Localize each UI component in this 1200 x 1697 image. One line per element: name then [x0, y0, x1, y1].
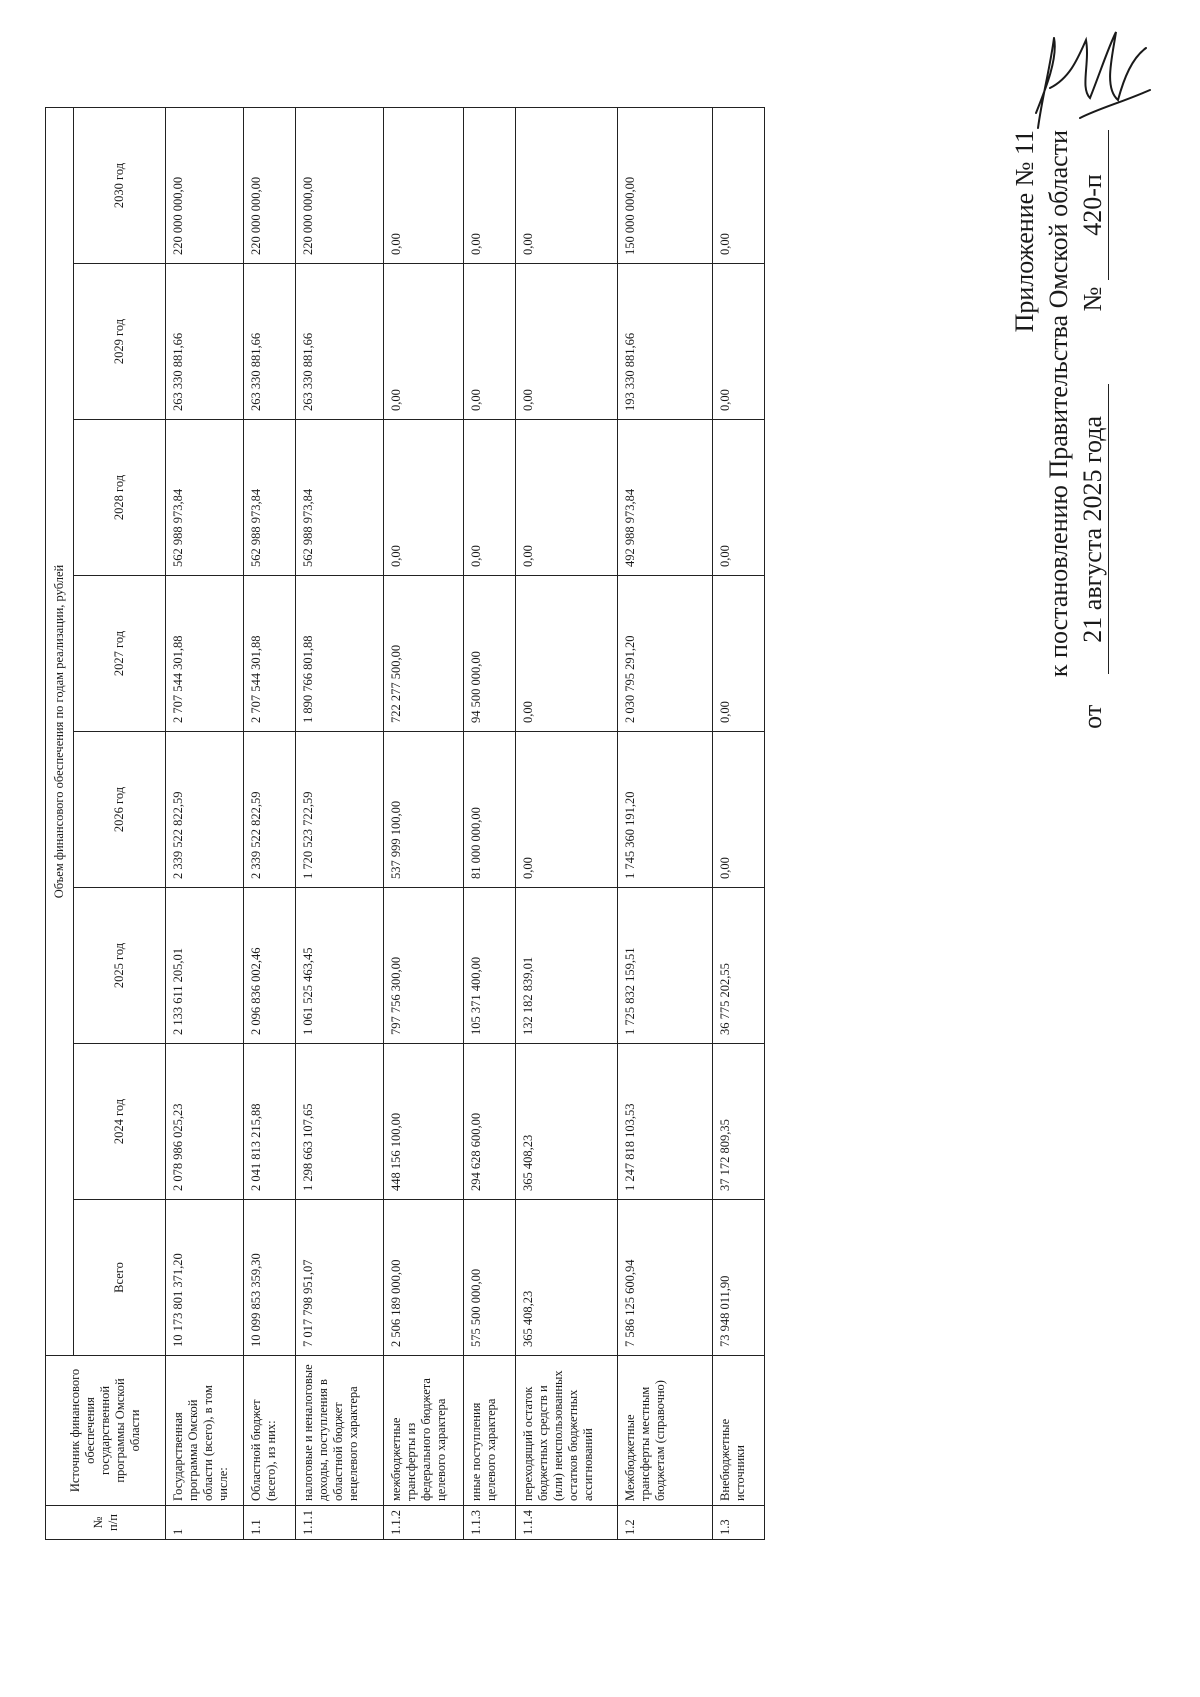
cell-value: 220 000 000,00 — [296, 108, 384, 264]
decree-date: 21 августа 2025 года — [1078, 384, 1109, 674]
cell-value: 2 707 544 301,88 — [244, 576, 296, 732]
cell-value: 2 506 189 000,00 — [384, 1200, 464, 1356]
table-row — [464, 108, 516, 1540]
document-header — [1010, 100, 1150, 1540]
cell-value: 220 000 000,00 — [166, 108, 244, 264]
row-source: переходящий остаток бюджетных средств и (или) неиспользованных остатков бюджетных ассигнований — [516, 1356, 618, 1506]
cell-value: 575 500 000,00 — [464, 1200, 516, 1356]
table-row — [618, 108, 713, 1540]
cell-value: 365 408,23 — [516, 1044, 618, 1200]
cell-value: 562 988 973,84 — [244, 420, 296, 576]
cell-value: 2 339 522 822,59 — [244, 732, 296, 888]
cell-value: 2 707 544 301,88 — [166, 576, 244, 732]
rotated-document-page — [0, 90, 1160, 1620]
cell-value: 0,00 — [384, 420, 464, 576]
cell-value: 0,00 — [516, 732, 618, 888]
cell-value: 1 725 832 159,51 — [618, 888, 713, 1044]
financing-table — [45, 107, 765, 1540]
cell-value: 1 890 766 801,88 — [296, 576, 384, 732]
year-header: 2027 год — [74, 576, 166, 732]
cell-value: 73 948 011,90 — [713, 1200, 765, 1356]
cell-value: 132 182 839,01 — [516, 888, 618, 1044]
cell-value: 722 277 500,00 — [384, 576, 464, 732]
cell-value: 0,00 — [464, 108, 516, 264]
cell-value: 220 000 000,00 — [244, 108, 296, 264]
row-num: 1.1.1 — [296, 1506, 384, 1540]
row-source: Областной бюджет (всего), из них: — [244, 1356, 296, 1506]
cell-value: 0,00 — [713, 264, 765, 420]
year-header: 2029 год — [74, 264, 166, 420]
cell-value: 0,00 — [713, 576, 765, 732]
table-row — [713, 108, 765, 1540]
row-source: Государственная программа Омской области (всего), в том числе: — [166, 1356, 244, 1506]
cell-value: 1 745 360 191,20 — [618, 732, 713, 888]
row-num: 1 — [166, 1506, 244, 1540]
cell-value: 94 500 000,00 — [464, 576, 516, 732]
row-num: 1.2 — [618, 1506, 713, 1540]
cell-value: 2 133 611 205,01 — [166, 888, 244, 1044]
cell-value: 0,00 — [516, 264, 618, 420]
cell-value: 2 339 522 822,59 — [166, 732, 244, 888]
cell-value: 36 775 202,55 — [713, 888, 765, 1044]
cell-value: 150 000 000,00 — [618, 108, 713, 264]
table-row — [244, 108, 296, 1540]
decree-number: 420-п — [1078, 130, 1109, 280]
year-header: 2025 год — [74, 888, 166, 1044]
cell-value: 2 078 986 025,23 — [166, 1044, 244, 1200]
cell-value: 7 017 798 951,07 — [296, 1200, 384, 1356]
decree-reference: к постановлению Правительства Омской области — [1044, 130, 1073, 678]
cell-value: 1 061 525 463,45 — [296, 888, 384, 1044]
table-row — [296, 108, 384, 1540]
year-header: 2024 год — [74, 1044, 166, 1200]
cell-value: 263 330 881,66 — [296, 264, 384, 420]
row-num: 1.3 — [713, 1506, 765, 1540]
row-source: Внебюджетные источники — [713, 1356, 765, 1506]
col-header-num: № п/п — [46, 1506, 166, 1540]
cell-value: 294 628 600,00 — [464, 1044, 516, 1200]
cell-value: 1 247 818 103,53 — [618, 1044, 713, 1200]
cell-value: 797 756 300,00 — [384, 888, 464, 1044]
cell-value: 0,00 — [464, 420, 516, 576]
cell-value: 81 000 000,00 — [464, 732, 516, 888]
handwritten-signature-icon — [1020, 18, 1160, 138]
from-label: от — [1078, 704, 1107, 729]
row-num: 1.1.4 — [516, 1506, 618, 1540]
decree-date-line — [1078, 130, 1109, 729]
year-header: 2026 год — [74, 732, 166, 888]
table-row — [384, 108, 464, 1540]
cell-value: 562 988 973,84 — [166, 420, 244, 576]
table-row — [516, 108, 618, 1540]
cell-value: 2 030 795 291,20 — [618, 576, 713, 732]
cell-value: 263 330 881,66 — [244, 264, 296, 420]
table-row — [166, 108, 244, 1540]
col-header-source: Источник финансового обеспечения государственной программы Омской области — [46, 1356, 166, 1506]
cell-value: 0,00 — [464, 264, 516, 420]
cell-value: 448 156 100,00 — [384, 1044, 464, 1200]
row-source: налоговые и неналоговые доходы, поступления в областной бюджет нецелевого характера — [296, 1356, 384, 1506]
row-source: межбюджетные трансферты из федерального бюджета целевого характера — [384, 1356, 464, 1506]
cell-value: 0,00 — [516, 420, 618, 576]
cell-value: 2 041 813 215,88 — [244, 1044, 296, 1200]
row-source: иные поступления целевого характера — [464, 1356, 516, 1506]
col-header-volume: Объем финансового обеспечения по годам реализации, рублей — [46, 108, 74, 1356]
cell-value: 1 298 663 107,65 — [296, 1044, 384, 1200]
cell-value: 10 099 853 359,30 — [244, 1200, 296, 1356]
cell-value: 0,00 — [713, 420, 765, 576]
cell-value: 7 586 125 600,94 — [618, 1200, 713, 1356]
cell-value: 0,00 — [384, 108, 464, 264]
cell-value: 37 172 809,35 — [713, 1044, 765, 1200]
cell-value: 2 096 836 002,46 — [244, 888, 296, 1044]
cell-value: 562 988 973,84 — [296, 420, 384, 576]
cell-value: 263 330 881,66 — [166, 264, 244, 420]
number-label: № — [1078, 286, 1107, 312]
row-num: 1.1 — [244, 1506, 296, 1540]
cell-value: 0,00 — [516, 576, 618, 732]
cell-value: 105 371 400,00 — [464, 888, 516, 1044]
row-num: 1.1.3 — [464, 1506, 516, 1540]
row-source: Межбюджетные трансферты местным бюджетам (справочно) — [618, 1356, 713, 1506]
cell-value: 10 173 801 371,20 — [166, 1200, 244, 1356]
cell-value: 0,00 — [384, 264, 464, 420]
year-header: Всего — [74, 1200, 166, 1356]
year-header: 2030 год — [74, 108, 166, 264]
year-header: 2028 год — [74, 420, 166, 576]
appendix-title: Приложение № 11 — [1010, 130, 1039, 333]
row-num: 1.1.2 — [384, 1506, 464, 1540]
cell-value: 492 988 973,84 — [618, 420, 713, 576]
cell-value: 365 408,23 — [516, 1200, 618, 1356]
cell-value: 0,00 — [516, 108, 618, 264]
cell-value: 537 999 100,00 — [384, 732, 464, 888]
cell-value: 0,00 — [713, 108, 765, 264]
cell-value: 0,00 — [713, 732, 765, 888]
cell-value: 193 330 881,66 — [618, 264, 713, 420]
cell-value: 1 720 523 722,59 — [296, 732, 384, 888]
